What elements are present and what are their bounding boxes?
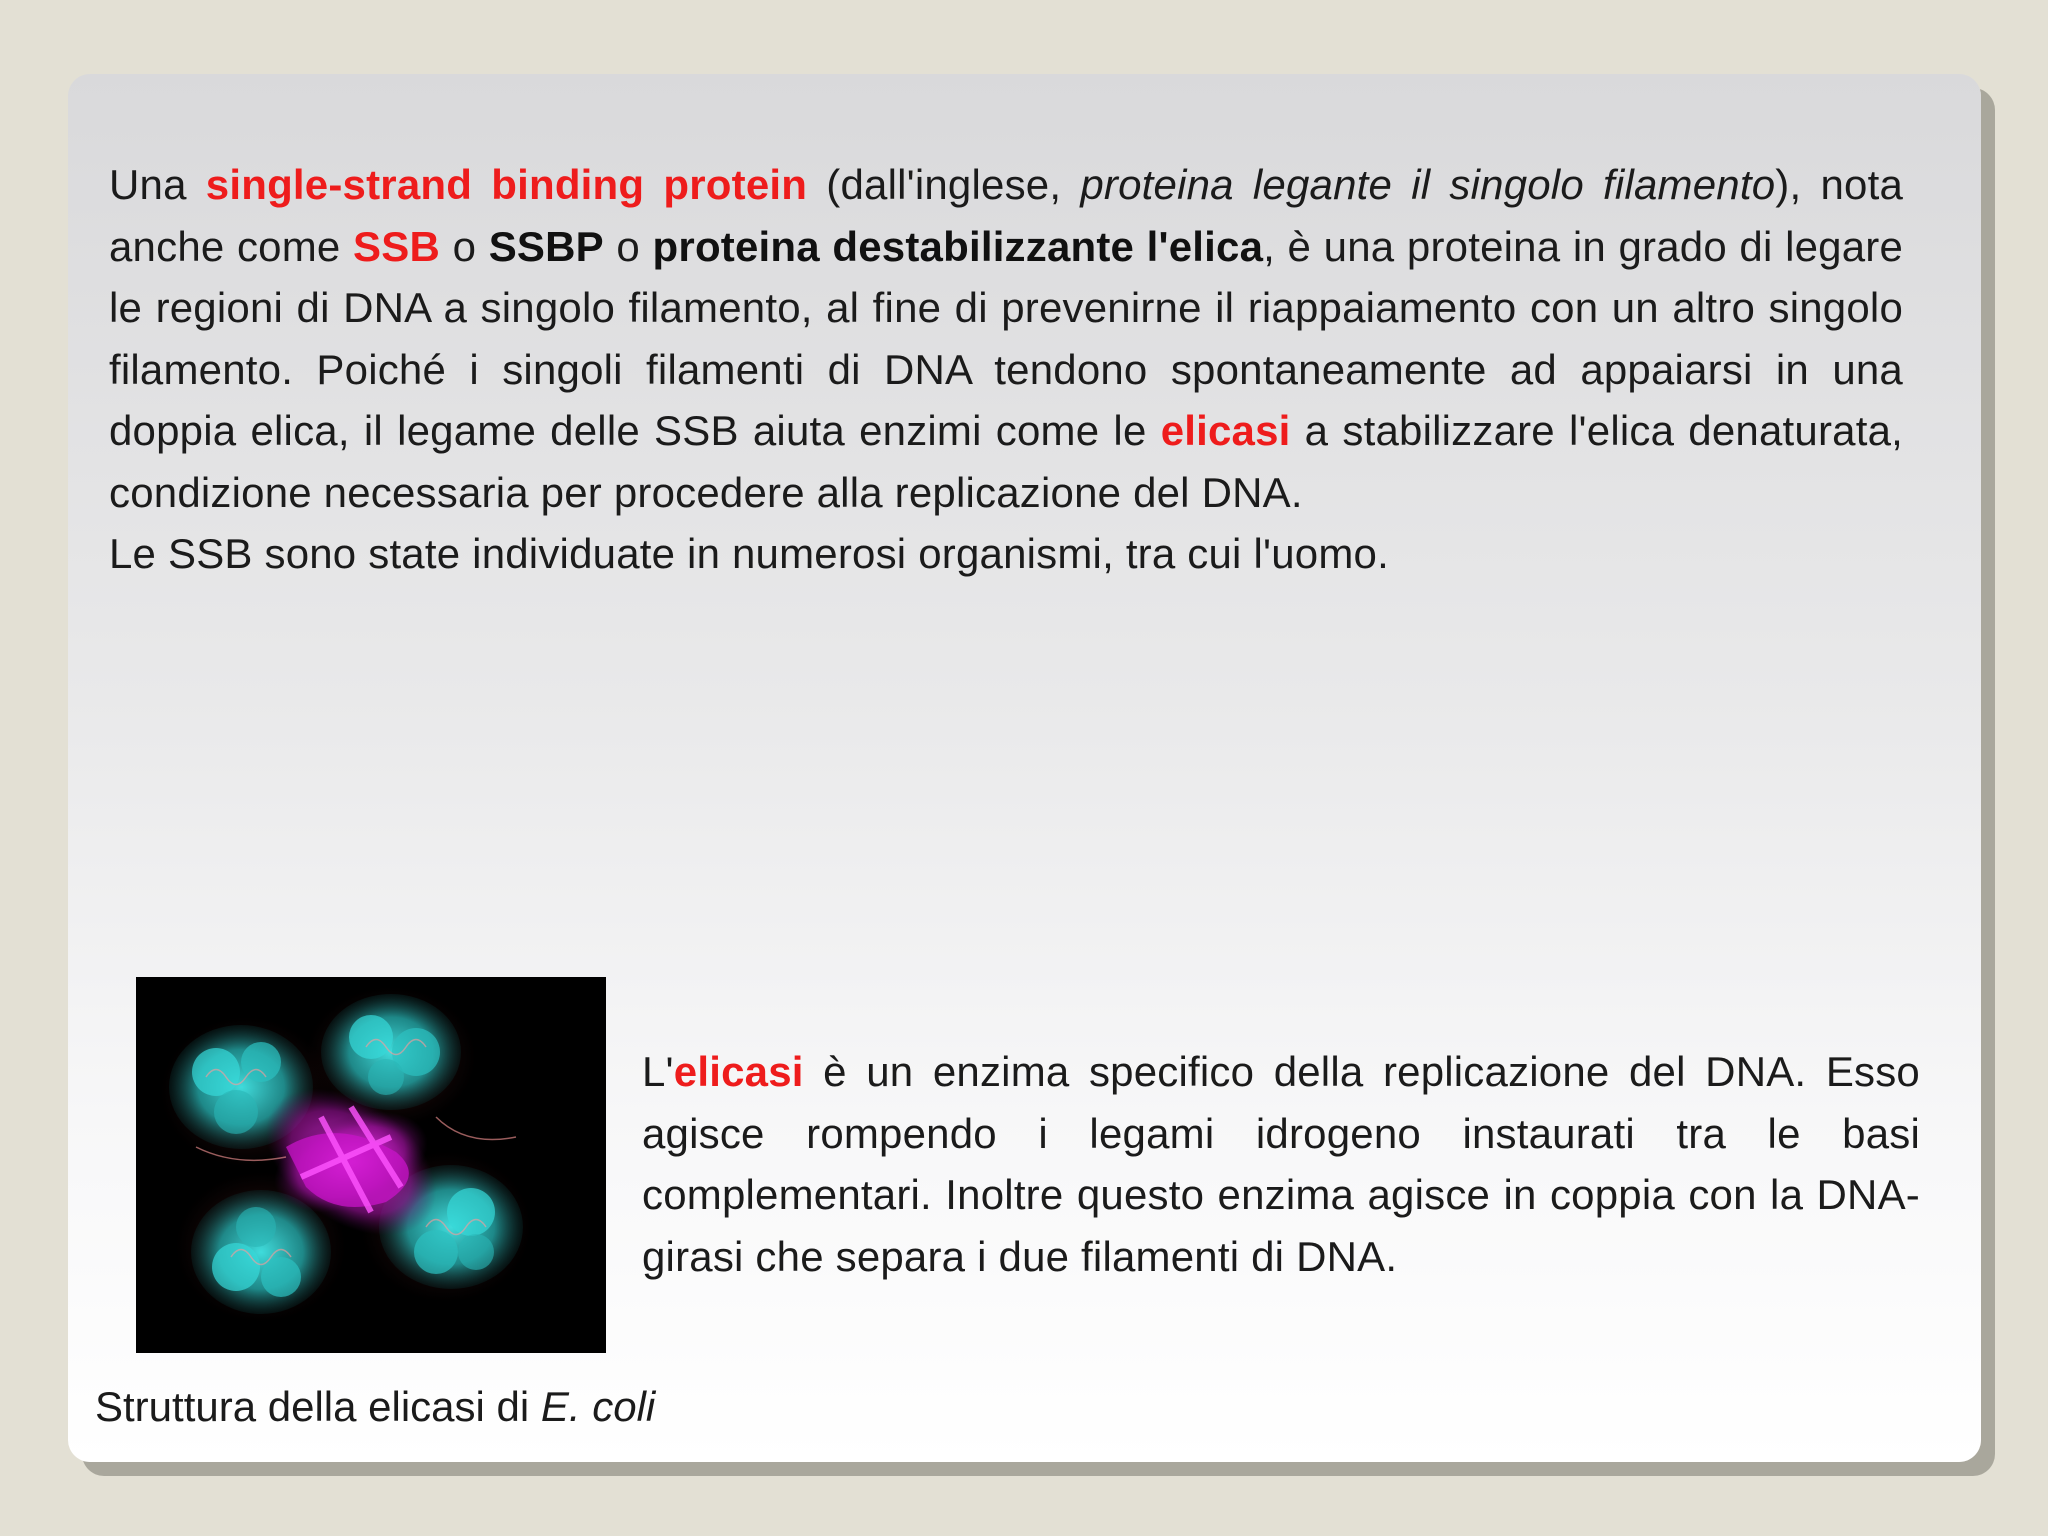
text-segment: (dall'inglese,	[807, 161, 1081, 208]
text-segment: o	[440, 222, 489, 270]
text-segment: a stabilizzare l'elica denaturata, condizione necessaria per procedere alla replicazione del DNA.	[109, 407, 1903, 516]
caption-text: Struttura della elicasi di	[95, 1383, 541, 1430]
text-segment: , è una proteina in grado di legare le regioni di DNA a singolo filamento, al fine di prevenirne il riappaiamento con un altro singolo filamento. Poiché i singoli filamenti di DNA tendono spontaneamente ad appaiarsi in una doppia elica, il legame delle SSB aiuta enzimi come le	[109, 222, 1904, 454]
slide-panel	[68, 74, 1981, 1462]
text-segment: Una	[109, 161, 206, 208]
term-elicasi: elicasi	[673, 1048, 804, 1095]
ssb-organisms-line: Le SSB sono state individuate in numerosi organismi, tra cui l'uomo.	[109, 530, 1389, 577]
term-single-strand-binding-protein: single-strand binding protein	[205, 161, 808, 208]
term-ssb: SSB	[353, 222, 441, 270]
helicase-structure-image	[136, 977, 606, 1353]
text-segment: o	[603, 222, 653, 270]
term-translation: proteina legante il singolo filamento	[1080, 161, 1776, 208]
caption-species: E. coli	[540, 1383, 656, 1430]
text-segment: L'	[642, 1048, 674, 1095]
protein-illustration	[136, 977, 606, 1353]
text-segment: ), nota anche come	[109, 161, 1904, 270]
text-segment: è un enzima specifico della replicazione del DNA. Esso agisce rompendo i legami idrogeno instaurati tra le basi complementari. Inoltre questo enzima agisce in coppia con la DNA-girasi che separa i due filamenti di DNA.	[642, 1048, 1920, 1280]
elicasi-description-paragraph	[642, 1041, 1920, 1287]
term-destabilizing-protein: proteina destabilizzante l'elica	[652, 222, 1264, 270]
term-ssbp: SSBP	[488, 222, 604, 270]
image-caption	[95, 1379, 655, 1435]
ssb-description-paragraph	[109, 154, 1903, 585]
term-elicasi: elicasi	[1160, 407, 1291, 454]
